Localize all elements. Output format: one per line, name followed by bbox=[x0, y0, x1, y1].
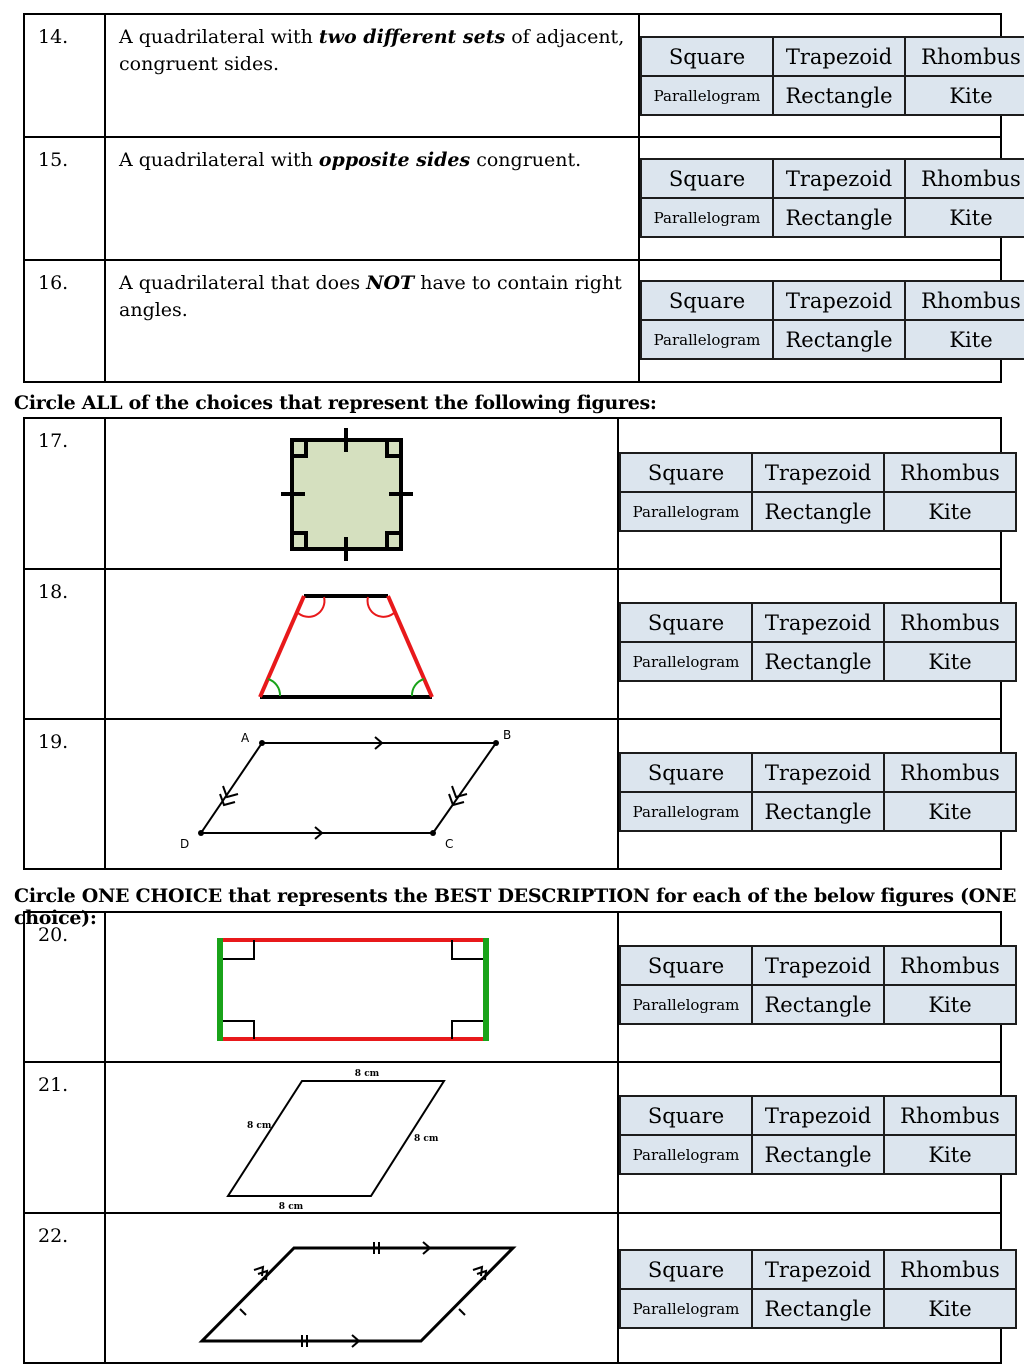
question-row-19 bbox=[24, 719, 1001, 869]
choice-kite[interactable]: Kite bbox=[884, 1135, 1016, 1174]
question-text bbox=[105, 260, 639, 382]
choice-grid bbox=[640, 158, 1024, 238]
choice-parallelogram[interactable]: Parallelogram bbox=[620, 492, 752, 531]
choice-rectangle[interactable]: Rectangle bbox=[752, 492, 884, 531]
section-heading-one: Circle ONE CHOICE that represents the BEST DESCRIPTION for each of the below figures (ONE choice): bbox=[14, 885, 1017, 929]
choice-grid bbox=[619, 452, 1017, 532]
choice-trapezoid[interactable]: Trapezoid bbox=[752, 1096, 884, 1135]
choice-rhombus[interactable]: Rhombus bbox=[905, 37, 1024, 76]
figure-cell bbox=[105, 569, 618, 719]
choice-trapezoid[interactable]: Trapezoid bbox=[752, 453, 884, 492]
figure-cell bbox=[105, 418, 618, 569]
choice-cell bbox=[639, 137, 1021, 260]
question-row-17 bbox=[24, 418, 1001, 569]
question-emphasis: NOT bbox=[366, 272, 415, 294]
choice-kite[interactable]: Kite bbox=[884, 492, 1016, 531]
choice-kite[interactable]: Kite bbox=[884, 642, 1016, 681]
choice-kite[interactable]: Kite bbox=[884, 985, 1016, 1024]
choice-cell bbox=[618, 569, 1001, 719]
question-emphasis: opposite sides bbox=[318, 149, 471, 171]
figure-cell bbox=[105, 1062, 618, 1213]
choice-cell bbox=[618, 912, 1001, 1062]
question-row-16 bbox=[24, 260, 1001, 382]
choice-rectangle[interactable]: Rectangle bbox=[752, 1135, 884, 1174]
choice-trapezoid[interactable]: Trapezoid bbox=[752, 753, 884, 792]
choice-parallelogram[interactable]: Parallelogram bbox=[620, 792, 752, 831]
choice-trapezoid[interactable]: Trapezoid bbox=[752, 946, 884, 985]
question-number: 17. bbox=[24, 418, 105, 569]
questions-table-1 bbox=[23, 13, 1021, 383]
parallelogram-marked-figure bbox=[106, 1214, 617, 1364]
choice-parallelogram[interactable]: Parallelogram bbox=[620, 985, 752, 1024]
choice-parallelogram[interactable]: Parallelogram bbox=[641, 76, 773, 115]
side-label-top: 8 cm bbox=[354, 1069, 380, 1079]
trapezoid-figure bbox=[106, 570, 617, 720]
question-text bbox=[105, 137, 639, 260]
vertex-label-a: A bbox=[241, 731, 250, 745]
question-row-22 bbox=[24, 1213, 1001, 1363]
question-number: 19. bbox=[24, 719, 105, 869]
choice-rhombus[interactable]: Rhombus bbox=[905, 159, 1024, 198]
questions-table-3 bbox=[23, 911, 1002, 1364]
choice-trapezoid[interactable]: Trapezoid bbox=[752, 603, 884, 642]
choice-rhombus[interactable]: Rhombus bbox=[884, 1096, 1016, 1135]
question-row-15 bbox=[24, 137, 1001, 260]
question-number: 22. bbox=[24, 1213, 105, 1363]
figure-cell bbox=[105, 1213, 618, 1363]
choice-rhombus[interactable]: Rhombus bbox=[884, 453, 1016, 492]
questions-table-2 bbox=[23, 417, 1002, 870]
choice-rectangle[interactable]: Rectangle bbox=[773, 76, 905, 115]
choice-rhombus[interactable]: Rhombus bbox=[884, 603, 1016, 642]
choice-cell bbox=[618, 719, 1001, 869]
choice-square[interactable]: Square bbox=[620, 753, 752, 792]
rhombus-figure bbox=[106, 1063, 617, 1214]
question-number: 16. bbox=[24, 260, 105, 382]
choice-parallelogram[interactable]: Parallelogram bbox=[620, 642, 752, 681]
question-number: 14. bbox=[24, 14, 105, 137]
vertex-label-c: C bbox=[445, 837, 454, 851]
choice-trapezoid[interactable]: Trapezoid bbox=[752, 1250, 884, 1289]
question-text-post: have to contain right angles. bbox=[119, 272, 622, 321]
choice-grid bbox=[619, 945, 1017, 1025]
choice-square[interactable]: Square bbox=[620, 1096, 752, 1135]
question-number: 20. bbox=[24, 912, 105, 1062]
choice-square[interactable]: Square bbox=[620, 603, 752, 642]
choice-cell bbox=[639, 260, 1021, 382]
question-text-post: of adjacent, congruent sides. bbox=[119, 26, 625, 75]
choice-kite[interactable]: Kite bbox=[884, 1289, 1016, 1328]
choice-grid bbox=[619, 752, 1017, 832]
choice-square[interactable]: Square bbox=[641, 37, 773, 76]
choice-cell bbox=[618, 418, 1001, 569]
rectangle-figure bbox=[106, 913, 617, 1063]
choice-parallelogram[interactable]: Parallelogram bbox=[620, 1289, 752, 1328]
section-heading-all: Circle ALL of the choices that represent the following figures: bbox=[14, 392, 657, 414]
choice-square[interactable]: Square bbox=[620, 946, 752, 985]
choice-kite[interactable]: Kite bbox=[905, 320, 1024, 359]
parallelogram-figure bbox=[106, 720, 617, 870]
choice-rectangle[interactable]: Rectangle bbox=[752, 642, 884, 681]
question-number: 18. bbox=[24, 569, 105, 719]
choice-rhombus[interactable]: Rhombus bbox=[884, 946, 1016, 985]
question-text bbox=[105, 14, 639, 137]
choice-parallelogram[interactable]: Parallelogram bbox=[641, 320, 773, 359]
choice-grid bbox=[619, 1095, 1017, 1175]
choice-cell bbox=[618, 1213, 1001, 1363]
figure-cell bbox=[105, 912, 618, 1062]
question-row-14 bbox=[24, 14, 1001, 137]
question-text-pre: A quadrilateral that does bbox=[119, 272, 367, 294]
choice-trapezoid[interactable]: Trapezoid bbox=[773, 37, 905, 76]
choice-rhombus[interactable]: Rhombus bbox=[905, 281, 1024, 320]
square-figure bbox=[106, 419, 617, 570]
choice-kite[interactable]: Kite bbox=[905, 76, 1024, 115]
choice-square[interactable]: Square bbox=[641, 281, 773, 320]
vertex-label-d: D bbox=[180, 837, 190, 851]
choice-rectangle[interactable]: Rectangle bbox=[752, 985, 884, 1024]
choice-kite[interactable]: Kite bbox=[884, 792, 1016, 831]
choice-square[interactable]: Square bbox=[641, 159, 773, 198]
choice-grid bbox=[619, 1249, 1017, 1329]
figure-cell bbox=[105, 719, 618, 869]
side-label-right: 8 cm bbox=[414, 1134, 439, 1144]
choice-kite[interactable]: Kite bbox=[905, 198, 1024, 237]
choice-square[interactable]: Square bbox=[620, 1250, 752, 1289]
choice-rectangle[interactable]: Rectangle bbox=[773, 320, 905, 359]
choice-rectangle[interactable]: Rectangle bbox=[773, 198, 905, 237]
question-row-20 bbox=[24, 912, 1001, 1062]
question-text-pre: A quadrilateral with bbox=[119, 149, 319, 171]
choice-parallelogram[interactable]: Parallelogram bbox=[620, 1135, 752, 1174]
question-text-post: congruent. bbox=[470, 149, 582, 171]
choice-square[interactable]: Square bbox=[620, 453, 752, 492]
choice-trapezoid[interactable]: Trapezoid bbox=[773, 281, 905, 320]
choice-trapezoid[interactable]: Trapezoid bbox=[773, 159, 905, 198]
choice-cell bbox=[618, 1062, 1001, 1213]
question-row-21 bbox=[24, 1062, 1001, 1213]
vertex-label-b: B bbox=[503, 728, 512, 742]
choice-grid bbox=[619, 602, 1017, 682]
question-row-18 bbox=[24, 569, 1001, 719]
side-label-bottom: 8 cm bbox=[278, 1202, 304, 1212]
choice-rectangle[interactable]: Rectangle bbox=[752, 792, 884, 831]
question-number: 15. bbox=[24, 137, 105, 260]
choice-grid bbox=[640, 280, 1024, 360]
question-number: 21. bbox=[24, 1062, 105, 1213]
side-label-left: 8 cm bbox=[247, 1121, 272, 1131]
choice-rhombus[interactable]: Rhombus bbox=[884, 753, 1016, 792]
question-emphasis: two different sets bbox=[318, 26, 506, 48]
choice-rectangle[interactable]: Rectangle bbox=[752, 1289, 884, 1328]
choice-rhombus[interactable]: Rhombus bbox=[884, 1250, 1016, 1289]
choice-grid bbox=[640, 36, 1024, 116]
choice-parallelogram[interactable]: Parallelogram bbox=[641, 198, 773, 237]
choice-cell bbox=[639, 14, 1021, 137]
question-text-pre: A quadrilateral with bbox=[119, 26, 319, 48]
